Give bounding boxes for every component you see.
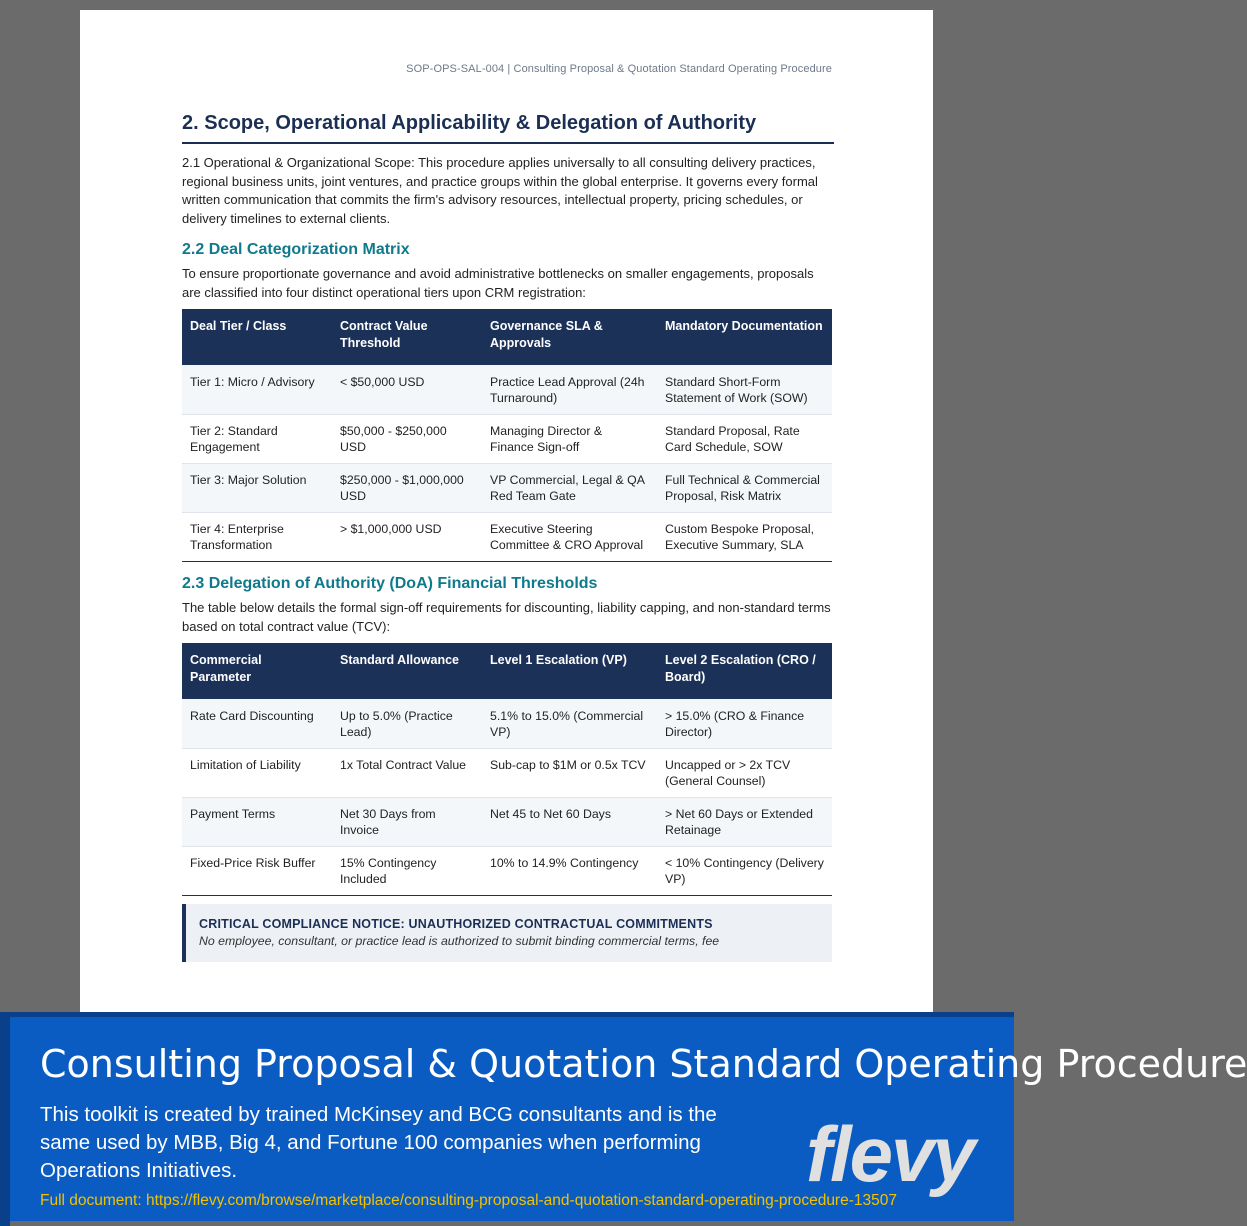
- document-content: [182, 112, 834, 962]
- table-cell: Executive Steering Committee & CRO Approval: [482, 513, 657, 562]
- table-cell: Custom Bespoke Proposal, Executive Summary, SLA: [657, 513, 832, 562]
- column-header: Commercial Parameter: [182, 643, 332, 699]
- document-page: [80, 10, 933, 1020]
- doa-intro: The table below details the formal sign-off requirements for discounting, liability capping, and non-standard terms based on total contract value (TCV):: [182, 600, 831, 634]
- table-row: [182, 749, 832, 798]
- doa-heading: 2.3 Delegation of Authority (DoA) Financial Thresholds: [182, 575, 598, 592]
- table-cell: Managing Director & Finance Sign-off: [482, 415, 657, 464]
- table-cell: 5.1% to 15.0% (Commercial VP): [482, 699, 657, 749]
- table-cell: $50,000 - $250,000 USD: [332, 415, 482, 464]
- table-cell: Payment Terms: [182, 798, 332, 847]
- table-cell: Uncapped or > 2x TCV (General Counsel): [657, 749, 832, 798]
- table-cell: VP Commercial, Legal & QA Red Team Gate: [482, 464, 657, 513]
- flevy-logo: flevy: [806, 1110, 974, 1198]
- table-cell: Net 30 Days from Invoice: [332, 798, 482, 847]
- table-cell: Net 45 to Net 60 Days: [482, 798, 657, 847]
- deal-matrix-heading: 2.2 Deal Categorization Matrix: [182, 241, 410, 258]
- table-cell: Tier 1: Micro / Advisory: [182, 365, 332, 415]
- document-header: SOP-OPS-SAL-004 | Consulting Proposal & Quotation Standard Operating Procedure: [406, 63, 832, 75]
- table-cell: Tier 2: Standard Engagement: [182, 415, 332, 464]
- notice-title: CRITICAL COMPLIANCE NOTICE: UNAUTHORIZED CONTRACTUAL COMMITMENTS: [199, 917, 713, 931]
- table-row: [182, 415, 832, 464]
- table-header-row: [182, 643, 832, 699]
- table-cell: Rate Card Discounting: [182, 699, 332, 749]
- column-header: Contract Value Threshold: [332, 309, 482, 365]
- table-cell: Up to 5.0% (Practice Lead): [332, 699, 482, 749]
- table-cell: > $1,000,000 USD: [332, 513, 482, 562]
- compliance-notice: [182, 904, 832, 962]
- table-row: [182, 365, 832, 415]
- column-header: Deal Tier / Class: [182, 309, 332, 365]
- table-row: [182, 798, 832, 847]
- table-row: [182, 513, 832, 562]
- deal-matrix-intro: To ensure proportionate governance and avoid administrative bottlenecks on smaller engagements, proposals are classified into four distinct operational tiers upon CRM registration:: [182, 266, 814, 300]
- table-cell: < 10% Contingency (Delivery VP): [657, 847, 832, 896]
- table-header-row: [182, 309, 832, 365]
- table-cell: 15% Contingency Included: [332, 847, 482, 896]
- column-header: Standard Allowance: [332, 643, 482, 699]
- table-cell: Full Technical & Commercial Proposal, Risk Matrix: [657, 464, 832, 513]
- table-cell: Limitation of Liability: [182, 749, 332, 798]
- table-cell: Tier 4: Enterprise Transformation: [182, 513, 332, 562]
- table-cell: > Net 60 Days or Extended Retainage: [657, 798, 832, 847]
- table-cell: Standard Proposal, Rate Card Schedule, SOW: [657, 415, 832, 464]
- table-cell: 10% to 14.9% Contingency: [482, 847, 657, 896]
- promo-banner: [0, 1012, 1247, 1221]
- table-cell: Sub-cap to $1M or 0.5x TCV: [482, 749, 657, 798]
- table-cell: < $50,000 USD: [332, 365, 482, 415]
- scope-paragraph: 2.1 Operational & Organizational Scope: This procedure applies universally to all consulting delivery practices, regional business units, joint ventures, and practice groups within the global enterprise. It governs every formal written communication that commits the firm's advisory resources, intellectual property, pricing schedules, or delivery timelines to external clients.: [182, 155, 818, 226]
- notice-body: No employee, consultant, or practice lead is authorized to submit binding commercial terms, fee: [199, 934, 720, 948]
- table-row: [182, 699, 832, 749]
- doa-thresholds-table: [182, 643, 832, 896]
- banner-title: Consulting Proposal & Quotation Standard Operating Procedure: [40, 1042, 1247, 1086]
- table-cell: $250,000 - $1,000,000 USD: [332, 464, 482, 513]
- deal-categorization-table: [182, 309, 832, 562]
- table-cell: 1x Total Contract Value: [332, 749, 482, 798]
- document-link[interactable]: Full document: https://flevy.com/browse/marketplace/consulting-proposal-and-quotation-standard-operating-procedure-13507: [40, 1192, 897, 1209]
- table-cell: Fixed-Price Risk Buffer: [182, 847, 332, 896]
- table-cell: Practice Lead Approval (24h Turnaround): [482, 365, 657, 415]
- table-cell: Tier 3: Major Solution: [182, 464, 332, 513]
- section-title: 2. Scope, Operational Applicability & Delegation of Authority: [182, 112, 834, 144]
- column-header: Mandatory Documentation: [657, 309, 832, 365]
- table-row: [182, 847, 832, 896]
- column-header: Level 2 Escalation (CRO / Board): [657, 643, 832, 699]
- column-header: Governance SLA & Approvals: [482, 309, 657, 365]
- banner-accent: [0, 1017, 10, 1226]
- table-cell: Standard Short-Form Statement of Work (SOW): [657, 365, 832, 415]
- banner-description: This toolkit is created by trained McKinsey and BCG consultants and is the same used by MBB, Big 4, and Fortune 100 companies when performing Operations Initiatives.: [40, 1103, 717, 1182]
- table-cell: > 15.0% (CRO & Finance Director): [657, 699, 832, 749]
- table-row: [182, 464, 832, 513]
- column-header: Level 1 Escalation (VP): [482, 643, 657, 699]
